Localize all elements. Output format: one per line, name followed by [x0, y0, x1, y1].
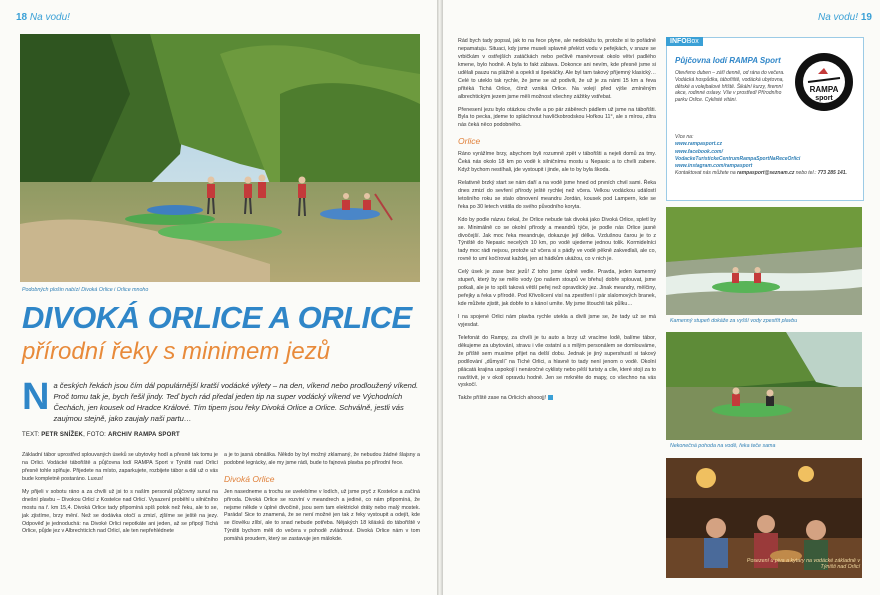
credit-photo: ARCHIV RAMPA SPORT	[107, 432, 180, 438]
link-instagram[interactable]: www.instagram.com/rampasport	[675, 163, 753, 169]
credit-author: PETR SNÍŽEK	[41, 432, 84, 438]
article-subtitle: přírodní řeky s minimem jezů	[22, 338, 331, 365]
link-facebook-page[interactable]: VodackeTuristickeCentrumRampaSportNaReceOrlici	[675, 155, 801, 162]
paragraph: My přijeli v sobotu ráno a za chvíli už jsi to s naším personál půjčovny sunul na dnešní plavbu – Divokou Orlicí z Kostelce nad Orlicí. Vysazení proběhl u silničního mostu na ř. km 15,4. Divoká Orlice tady připomíná spíš potok než řeku, ale to se, jak zjistíme, brzy mění. Než se dodávka otočí a zmizí, zjšíme se ještě na jezy. Odpověď je jednoduchá: na Divoké Orlici nepotkáte ani jeden, až se připojí Tichá Orlice, půjde jez v Albrechticích nad Orlicí, ale ten nepřehlédnete	[22, 488, 218, 535]
credit-photo-label: FOTO:	[86, 432, 107, 438]
river-photo-weir	[666, 207, 862, 315]
paragraph: Kdo by podle názvu čekal, že Orlice nebude tak divoká jako Divoká Orlice, spletl by se. Minimálně co se okolní přírody a meandrů týče, je podle nás Orlice jasně divočejší. Jak moc řeka meandruje, dokazuje její délka. Vzdušnou čarou je to z Týniště do Nepasic necelých 10 km, po vodě ujedeme jednou tolik. Kormidelníci tady moc rádi nejsou, protože už včera si s pádly ve vodě pěkně zakvedlali, ale co, rovně to umí kočírovat každej, jen at hádkům ukážou, co v nich je.	[458, 216, 656, 263]
contact-email[interactable]: rampasport@seznam.cz	[736, 170, 795, 177]
infobox-links	[675, 134, 860, 178]
paragraph: I na spojené Orlici nám plavba rychle utekla a divili jsme se, že tady už se má vyjesdat.	[458, 313, 656, 328]
closing-text: Takže příště zase na Orlicích ahooojj!	[458, 395, 547, 402]
lead-text: a českých řekách jsou čím dál populárnější kratší vodácké výlety – na den, víkend nebo prodloužený víkend. Proč tomu tak je, bych řešil jindy. Teď bych rád předal jeden tip na super vodácký víkend ve Východních Čechách, jen kousek od Hradce Králové. Tím tipem jsou řeky Divoká Orlice a Orlice. Schválně, jestli vás zaujmou stejně, jako zaujaly naši partu…	[53, 381, 419, 423]
body-column-2	[224, 452, 420, 549]
subheading-divoka-orlice: Divoká Orlice	[224, 473, 275, 484]
phone-label: nebo tel.:	[795, 170, 817, 177]
link-website[interactable]: www.rampasport.cz	[675, 141, 723, 148]
paragraph: Jen nasedneme a trochu se uvelebíme v lodích, už jsme pryč z Kostelce a začíná příroda. Divoká Orlice se rozvíní v meandrech a jediné, co nám připomíná, že nejsme někde v úplné divočině, jsou sem tam elektrické dráty nebo malý mostek. Paráda! Sice to znamená, že se není možné jen tak z řeky vystoupit a odejít, kde se člověku zlíbí, ale to snad nebude potřeba. Nějakých 18 kilásků do tábořiště v Týništi bychom měli do večera v pohodě zvládnout. Divoká Orlice nám v tom pomáhá proudem, který se zastavuje jen málokde.	[224, 488, 420, 543]
section-name-left: Na vodu!	[29, 12, 70, 23]
subheading-orlice: Orlice	[458, 136, 481, 147]
article-lead	[22, 376, 422, 424]
paragraph: Ráno vyrážíme brzy, abychom byli rozumně zpět v tábořišti a nejeli domů za tmy. Čeká nás okolo 18 km po vodě k silničnímu mostu u Nepasic a to chvíli zabere. Když bychom nestíhali, jde vystoupit i jinde, ale to by byla škoda.	[458, 151, 656, 173]
logo-subword: sport	[815, 95, 833, 102]
right-page-header	[818, 12, 872, 23]
end-mark-icon	[548, 395, 553, 400]
page-gutter	[437, 0, 443, 595]
lead-dropcap: N	[22, 376, 50, 418]
article-title: DIVOKÁ ORLICE A ORLICE	[22, 300, 412, 335]
paragraph: Přenesení jezu bylo otázkou chvíle a po pár záběrech pádlem už jsme na tábořišti. Byla to pecka, jdeme to spláchnout havlíčkobrodskou Hořkou 11°, ale s mírou, zítra nás čeká něco podobného.	[458, 106, 656, 129]
section-name-right: Na vodu!	[818, 12, 859, 23]
paragraph: Telefonát do Rampy, za chvíli je tu auto a brzy už vracíme lodě, balíme tábor, děkujeme za ubytování, stravu i vše ostatní a s milým personálem se domlouváme, že příště sem musíme přijet na delší dobu. Jednak je jiný supershustí si takový podílování „důmyslí“ na Tiché Orlici, a hlavně to tady není jenom o vodě. Okolní pilácatá krajina uspokojí i nenáročné cyklisty nebo pěší turisty a cíle, které stojí za to navštívit, je v okolí opravdu hodně. Jen se mrkněte do mapy, co všechno na vás vyskočí.	[458, 334, 656, 389]
body-column-3	[458, 38, 656, 408]
left-page-header	[16, 12, 70, 23]
contact-phone: 773 285 141.	[817, 170, 847, 177]
contact-text: Kontaktovat nás můžete na	[675, 170, 736, 177]
link-facebook[interactable]: www.facebook.com/	[675, 148, 723, 155]
pub-photo-caption: Posezení u piva a kytary na vodácké základně v Týništi nad Orlicí	[746, 558, 860, 571]
infobox-description: Otevřeno duben – září denně, od rána do večera. Vodácká hospůdka, tábořiště, vodácká ubytovna, dětské a volejbalové hřiště. Šikální kurzy, firemní akce, rodinné oslavy. Vše v prostředí Přírodního parku Orlice. Cyklisté vítáni.	[675, 70, 785, 103]
paragraph: Relativně brzký start se nám daří a na vodě jsme hned od prvních chvil sami. Řeka dnes zmizí do sevření přírody ještě rychlej než včera. Velkou vodáckou událostí letošního roku se stalo obnovení meandru Jordán, kousek pod Lampern, kde se řeka po 30 letech vrátila do svého původního koryta.	[458, 179, 656, 210]
page-number-right: 19	[860, 12, 872, 23]
contact-line	[675, 170, 860, 177]
article-credits: TEXT: PETR SNÍŽEK, FOTO: ARCHIV RAMPA SPORT	[22, 432, 180, 438]
paragraph: Rád bych tady popsal, jak to na řece plyne, ale nedokážu to, protože si to pořádně nepamatuju. Situaci, kdy jsme museli splavně přelézt vodu v peřejkách, v snaze se vrbičkám v ostřejších zatáčkách nebo pečlivě manévrovat okolo větví padlého kmene, bylo hodně. A byla to fakt zábava. Dokonce ani nevím, kde přesně jsme si udělali pauzu na plážně a opekli si špekáčky. Ale byl tam takový příjemný klasický… Celé to uteklo tak rychle, že jsme se až podivili, že už je za námi 15 km a řeva přítéká Tichá Orlice, čímž vzniká Orlice. Na volejí před výše zmíněným albrechtickým jezem jsme měli možnost všechny zážitky vstřebat.	[458, 38, 656, 100]
main-photo-caption: Podobných plošin nabízí Divoká Orlice i Orlice mnoho	[22, 287, 149, 293]
infobox-tag-rest: Box	[686, 38, 699, 45]
infobox-tag	[666, 37, 703, 46]
body-column-1	[22, 452, 218, 541]
paragraph: Základní tábor uprostřed splouvaných úseků se ubytovky hodí a přesně tak tomu je na Orlici. Vodácké tábořiště a půjčovna lodí RAMPA Sport v Týništi nad Orlicí přesně tohle splňuje. Přijedete na místo, zaparkujete, rozbijete tábor a dál už o vás bude kompletně postaráno. Luxus!	[22, 452, 218, 482]
page-number-left: 18	[16, 12, 28, 23]
river-photo-main	[20, 34, 420, 282]
river-photo-calm	[666, 332, 862, 440]
paragraph: Celý úsek je zase bez jezů! Z toho jsme úplně vedle. Pravda, jeden kamenný stupeň, který by se mělo vody (po našem stoupů ve břehu) dobře splouvat, jsme potkali, ale je to spíš taková větší peřej než opravdický jez. Jinak meandry, mělčiny, peřejky a řeka v přírodě. Pod Křivolícení visí na zpestření i pár slalomových branek, kde můžete zjistit, jak dobře to s kánoí umíte. My jsme štouchli tak půlku…	[458, 269, 656, 307]
infobox-tag-bold: INFO	[670, 38, 687, 45]
paragraph: a je to jasná obnáška. Někdo by byl možný zklamaný, že nebudou žádné šlajsny a podobné legrácky, ale my jsme rádi, bude to fajnová plavba po přírodní řece.	[224, 452, 420, 466]
credit-text-label: TEXT:	[22, 432, 40, 438]
info-box	[666, 37, 864, 201]
links-label: Více na:	[675, 134, 694, 140]
closing-line	[458, 395, 656, 403]
infobox-title: Půjčovna lodí RAMPA Sport	[675, 56, 781, 65]
calm-photo-caption: Nekonečná pohoda na vodě, řeka teče sama	[670, 443, 776, 449]
rampa-sport-logo	[794, 52, 854, 112]
weir-photo-caption: Kamenný stupeň dokáže za vyšší vody zpestřit plavbu	[670, 318, 798, 324]
logo-wordmark: RAMPA	[809, 85, 839, 94]
